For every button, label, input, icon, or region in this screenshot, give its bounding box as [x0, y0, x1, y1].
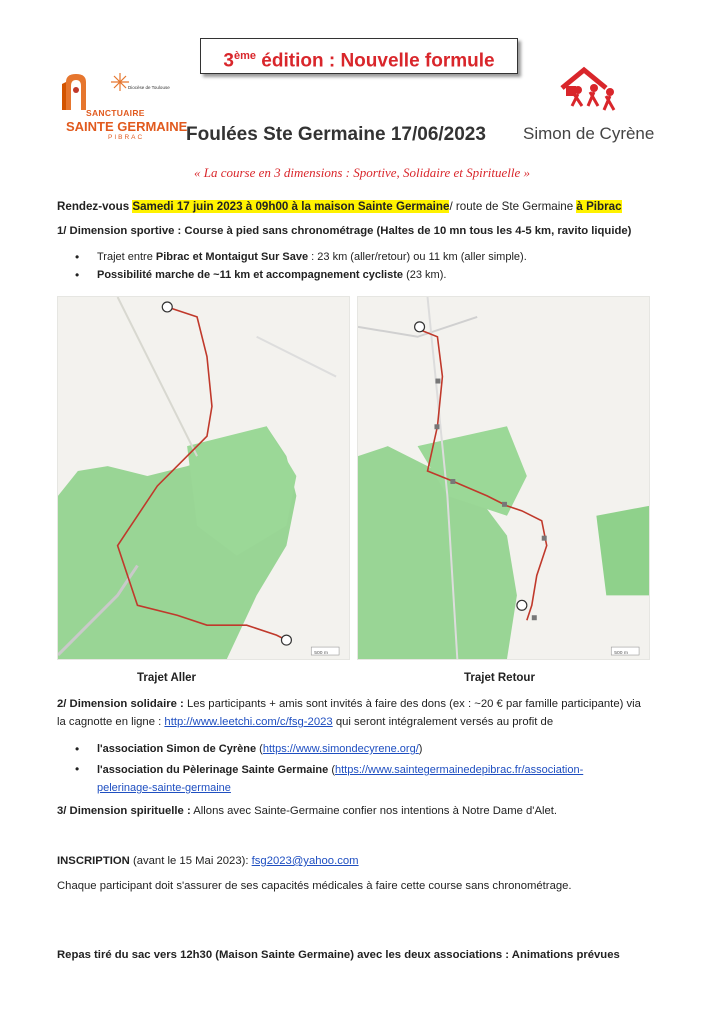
repas-line: Repas tiré du sac vers 12h30 (Maison Sainte Germaine) avec les deux associations : Animations prévues [57, 949, 620, 961]
rdv-prefix: Rendez-vous [57, 200, 133, 213]
section-spirituelle-heading: 3/ Dimension spirituelle : [57, 805, 191, 817]
list-item [75, 269, 527, 281]
map-retour-graphic [358, 297, 649, 659]
leetchi-link[interactable]: http://www.leetchi.com/c/fsg-2023 [164, 716, 333, 728]
bullet-text: ( [256, 743, 263, 755]
edition-text: édition : Nouvelle formule [256, 50, 495, 72]
bullet-text: (23 km). [403, 269, 447, 281]
page-title: Foulées Ste Germaine 17/06/2023 [186, 124, 486, 145]
diocese-star-icon [110, 72, 130, 92]
spirituelle-text: Allons avec Sainte-Germaine confier nos intentions à Notre Dame d'Alet. [190, 805, 558, 817]
map-retour [357, 296, 650, 660]
bullet-bold: Pibrac et Montaigut Sur Save [155, 251, 309, 263]
diocese-label: Diocèse de Toulouse [128, 85, 170, 90]
pelerinage-link-cont[interactable]: pelerinage-sainte-germaine [97, 782, 231, 794]
sanctuaire-emblem-icon [58, 72, 94, 112]
section-sportive-heading: 1/ Dimension sportive : Course à pied sans chronométrage (Haltes de 10 mn tous les 4-5 km, ravito liquide) [57, 225, 632, 237]
simon-de-cyrene-name: Simon de Cyrène [523, 124, 655, 143]
list-item [75, 743, 583, 755]
logo-line2: SAINTE GERMAINE [66, 119, 188, 134]
solidaire-text: la cagnotte en ligne : [57, 716, 165, 728]
sportive-list [75, 251, 527, 287]
map-retour-scale: 500 m [614, 651, 629, 657]
bullet-bold: l'association du Pèlerinage Sainte Germaine [97, 764, 329, 776]
inscription-heading: INSCRIPTION [57, 855, 130, 867]
bullet-bold: Possibilité marche de ~11 km et accompagnement cycliste [97, 269, 404, 281]
section-solidaire-line1 [57, 698, 641, 710]
subtitle: « La course en 3 dimensions : Sportive, Solidaire et Spirituelle » [193, 165, 531, 180]
rdv-route: / route de Ste Germaine [449, 200, 577, 213]
solidaire-text: qui seront intégralement versés au profit de [332, 716, 554, 728]
inscription-note: Chaque participant doit s'assurer de ses capacités médicales à faire cette course sans chronométrage. [57, 880, 572, 892]
map-aller-caption: Trajet Aller [137, 672, 197, 684]
simon-de-cyrene-logo [554, 66, 624, 116]
edition-number: 3 [223, 50, 234, 72]
logo-line1: SANCTUAIRE [86, 108, 145, 118]
solidaire-text: Les participants + amis sont invités à faire des dons (ex : ~20 € par famille participante) via [183, 698, 641, 710]
sanctuaire-logo [56, 72, 188, 141]
bullet-text: : 23 km (aller/retour) ou 11 km (aller simple). [308, 251, 527, 263]
bullet-text: ( [328, 764, 335, 776]
map-aller-scale: 500 m [314, 651, 329, 657]
pelerinage-link[interactable]: https://www.saintegermainedepibrac.fr/association- [335, 764, 584, 776]
bullet-text: ) [418, 743, 423, 755]
simondecyrene-link[interactable]: https://www.simondecyrene.org/ [262, 743, 419, 755]
inscription-line [57, 855, 359, 867]
inscription-deadline: (avant le 15 Mai 2023): [129, 855, 252, 867]
inscription-email-link[interactable]: fsg2023@yahoo.com [251, 855, 359, 867]
logo-line3: PIBRAC [108, 134, 145, 141]
rdv-highlight-date: Samedi 17 juin 2023 à 09h00 à la maison Sainte Germaine [132, 200, 450, 213]
edition-banner [200, 38, 518, 74]
rendez-vous-line [57, 200, 622, 213]
list-item [75, 251, 527, 263]
house-people-icon [554, 66, 624, 116]
section-solidaire-line2 [57, 716, 553, 728]
solidaire-list [75, 743, 583, 803]
bullet-text: Trajet entre [97, 251, 156, 263]
section-spirituelle [57, 805, 557, 817]
map-retour-caption: Trajet Retour [464, 672, 535, 684]
rdv-highlight-place: à Pibrac [576, 200, 622, 213]
map-aller-graphic [58, 297, 349, 659]
list-item [75, 761, 583, 797]
map-aller [57, 296, 350, 660]
edition-sup: ème [233, 50, 257, 62]
section-solidaire-heading: 2/ Dimension solidaire : [57, 698, 184, 710]
bullet-bold: l'association Simon de Cyrène [97, 743, 257, 755]
